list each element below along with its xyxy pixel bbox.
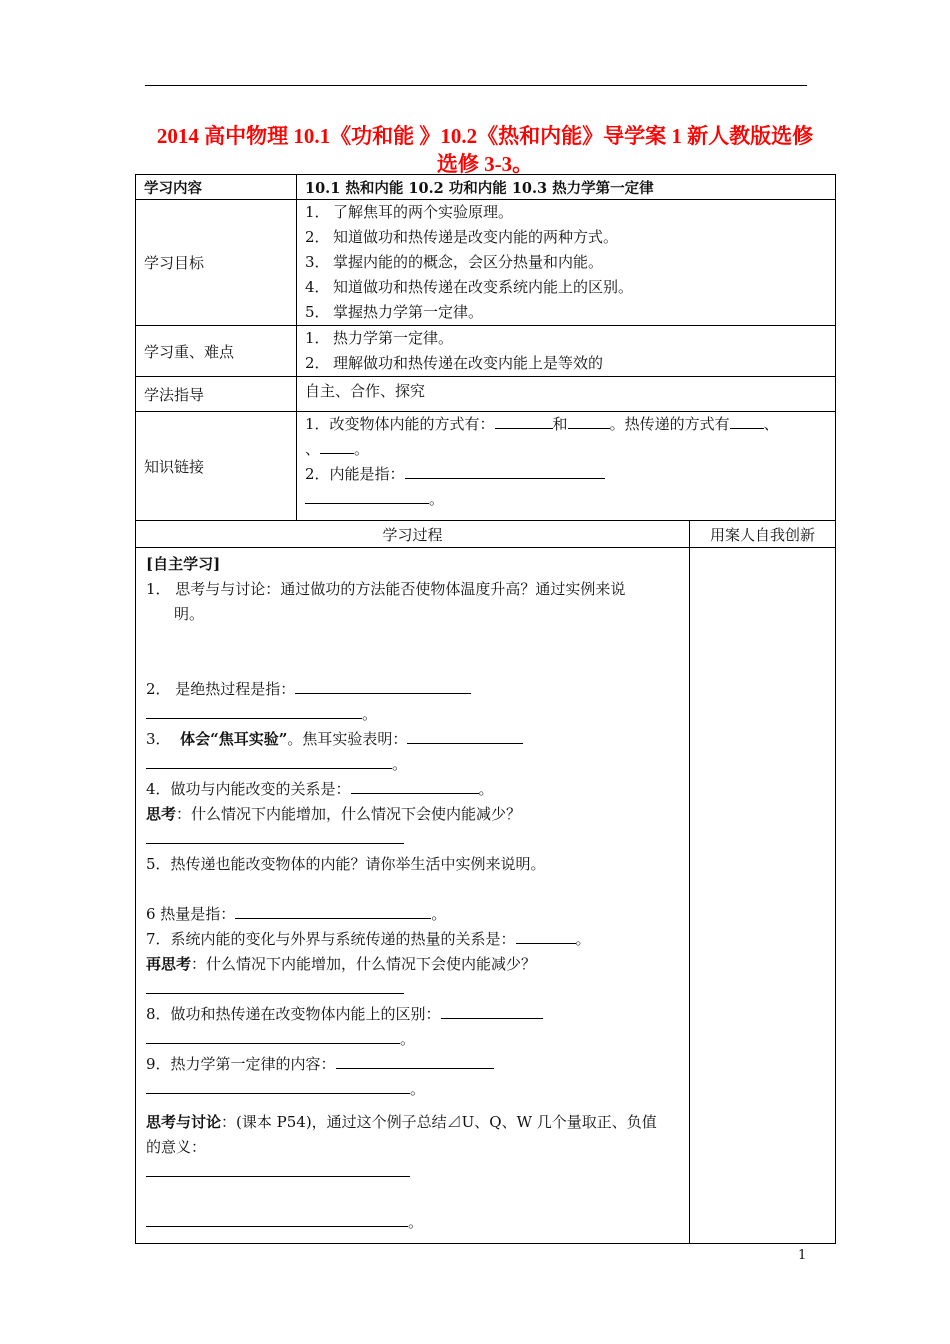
blank-field[interactable] [405, 463, 605, 479]
key-points-label: 学习重、难点 [136, 326, 297, 377]
question-3: 3． 体会“焦耳实验”。焦耳实验表明： [146, 727, 681, 752]
knowledge-row [136, 412, 836, 521]
knowledge-line-3: 2．内能是指： [305, 462, 827, 487]
objective-item: 3． 掌握内能的的概念，会区分热量和内能。 [305, 253, 604, 271]
blank-field[interactable] [568, 413, 610, 429]
method-value: 自主、合作、探究 [297, 377, 836, 412]
blank-field[interactable] [336, 1053, 494, 1069]
objective-item: 5． 掌握热力学第一定律。 [305, 303, 484, 321]
question-4: 4．做功与内能改变的关系是： 。 [146, 780, 494, 798]
knowledge-line-2: 、 。 [305, 440, 370, 458]
question-9-cont: 。 [146, 1077, 681, 1102]
discussion-meaning: 的意义： [146, 1138, 207, 1156]
question-8: 8．做功和热传递在改变物体内能上的区别： [146, 1002, 681, 1027]
blank-field[interactable] [295, 678, 471, 694]
knowledge-content [297, 412, 836, 521]
blank-field[interactable] [146, 1028, 400, 1044]
page-number: 1 [798, 1248, 807, 1263]
key-point-item: 2． 理解做功和热传递在改变内能上是等效的 [305, 354, 604, 372]
question-2-cont: 。 [146, 702, 681, 727]
blank-field[interactable] [146, 828, 404, 844]
blank-field[interactable] [146, 1161, 410, 1177]
process-header-row [136, 521, 836, 548]
question-9: 9．热力学第一定律的内容： [146, 1052, 681, 1077]
objective-item: 2． 知道做功和热传递是改变内能的两种方式。 [305, 228, 619, 246]
blank-field[interactable] [730, 413, 764, 429]
content-label: 学习内容 [136, 175, 297, 200]
content-value: 10.1 热和内能 10.2 功和内能 10.3 热力学第一定律 [297, 175, 836, 200]
question-6: 6 热量是指： 。 [146, 905, 447, 923]
blank-field[interactable] [441, 1003, 543, 1019]
method-row [136, 377, 836, 412]
blank-field[interactable] [351, 778, 479, 794]
objective-item: 1． 了解焦耳的两个实验原理。 [305, 203, 514, 221]
objective-item: 4． 知道做功和热传递在改变系统内能上的区别。 [305, 278, 634, 296]
blank-field[interactable] [320, 438, 354, 454]
title-line-1: 2014 高中物理 10.1《功和能 》10.2《热和内能》导学案 1 新人教版选修 [156, 124, 814, 148]
objectives-row [136, 200, 836, 326]
knowledge-label: 知识链接 [136, 412, 297, 521]
question-3-cont: 。 [146, 752, 681, 777]
question-5: 5．热传递也能改变物体的内能？请你举生活中实例来说明。 [146, 855, 546, 873]
study-guide-table [135, 174, 836, 1244]
objectives-list [297, 200, 836, 326]
method-label: 学法指导 [136, 377, 297, 412]
process-header-left: 学习过程 [136, 521, 690, 548]
knowledge-line-4: 。 [305, 487, 827, 512]
discussion-answer-2: 。 [146, 1210, 681, 1235]
rethink-answer [146, 977, 681, 1002]
blank-field[interactable] [146, 753, 392, 769]
think-answer [146, 827, 681, 852]
blank-field[interactable] [235, 903, 431, 919]
title-line-2: 选修 3-3。 [436, 152, 534, 176]
section-heading: [自主学习] [146, 555, 221, 573]
discussion-answer-1 [146, 1160, 681, 1185]
blank-field[interactable] [305, 488, 429, 504]
key-points-list [297, 326, 836, 377]
self-innovation-column[interactable] [690, 548, 836, 1244]
blank-field[interactable] [146, 703, 362, 719]
think-prompt: 思考：什么情况下内能增加，什么情况下会使内能减少？ [146, 805, 522, 823]
blank-field[interactable] [146, 1211, 408, 1227]
document-title [135, 122, 835, 178]
blank-field[interactable] [407, 728, 523, 744]
key-point-item: 1． 热力学第一定律。 [305, 329, 454, 347]
header-rule [145, 85, 807, 86]
key-points-row [136, 326, 836, 377]
blank-field[interactable] [146, 1078, 410, 1094]
question-1: 1． 思考与与讨论：通过做功的方法能否使物体温度升高？通过实例来说 [146, 580, 626, 598]
question-8-cont: 。 [146, 1027, 681, 1052]
process-header-right: 用案人自我创新 [690, 521, 836, 548]
blank-field[interactable] [495, 413, 553, 429]
question-2: 2． 是绝热过程是指： [146, 677, 681, 702]
rethink-prompt: 再思考：什么情况下内能增加，什么情况下会使内能减少？ [146, 955, 537, 973]
content-row [136, 175, 836, 200]
process-content [136, 548, 690, 1244]
objectives-label: 学习目标 [136, 200, 297, 326]
blank-field[interactable] [516, 928, 576, 944]
process-body-row [136, 548, 836, 1244]
blank-field[interactable] [146, 978, 404, 994]
discussion-prompt: 思考与讨论：(课本 P54)，通过这个例子总结⊿U、Q、W 几个量取正、负值 [146, 1113, 657, 1131]
knowledge-line-1: 1．改变物体内能的方式有： 和 。热传递的方式有 、 [305, 415, 779, 433]
question-7: 7．系统内能的变化与外界与系统传递的热量的关系是： 。 [146, 930, 591, 948]
question-1-cont: 明。 [174, 605, 205, 623]
